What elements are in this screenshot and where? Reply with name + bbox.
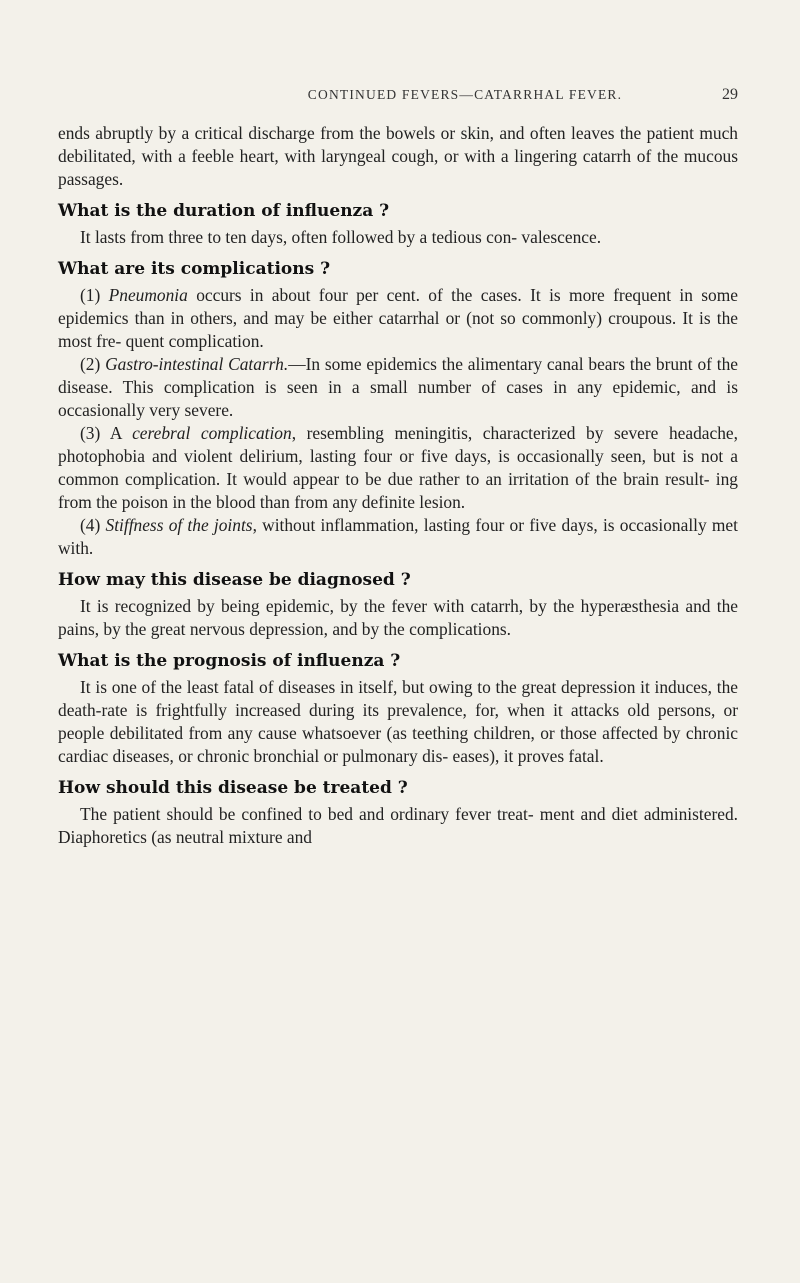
complication-1-text: occurs in about four per cent. of the cases. It is more frequent in some epidemics than in others, and may be either catarrhal or (not so commonly) croupous. It is the most fre- quent complication. [58, 285, 738, 351]
page-number: 29 [722, 86, 738, 103]
page-body [58, 122, 738, 849]
question-treatment: How should this disease be treated ? [58, 778, 408, 798]
complication-2-term: Gastro-intestinal Catarrh. [105, 354, 289, 374]
answer-prognosis: It is one of the least fatal of diseases in itself, but owing to the great depression it induces, the death-rate is frightfully increased during its prevalence, for, when it attacks old persons, or people debilitated from any cause whatsoever (as teething children, or those affected by chronic cardiac diseases, or chronic bronchial or pulmonary dis- eases), it proves fatal. [58, 677, 738, 766]
running-title: CONTINUED FEVERS—CATARRHAL FEVER. [307, 87, 623, 102]
question-diagnosis: How may this disease be diagnosed ? [58, 570, 411, 590]
complication-3 [58, 422, 738, 514]
complication-3-number: (3) A [80, 423, 133, 443]
question-complications: What are its complications ? [58, 259, 331, 279]
running-head [58, 86, 738, 104]
complication-1-number: (1) [80, 285, 109, 305]
complication-1 [58, 284, 738, 353]
answer-diagnosis: It is recognized by being epidemic, by the fever with catarrh, by the hyperæsthesia and the pains, by the great nervous depression, and by the complications. [58, 596, 738, 639]
complication-4-text: , without inflammation, lasting four or five days, is occasionally met with. [58, 515, 738, 558]
complication-3-term: cerebral complication [132, 423, 292, 443]
complication-4 [58, 514, 738, 560]
opening-paragraph: ends abruptly by a critical discharge from the bowels or skin, and often leaves the patient much debilitated, with a feeble heart, with laryngeal cough, or with a lingering catarrh of the mucous passages. [58, 123, 738, 189]
complication-4-term: Stiffness of the joints [105, 515, 253, 535]
question-prognosis: What is the prognosis of influenza ? [58, 651, 401, 671]
complication-2-number: (2) [80, 354, 106, 374]
answer-duration: It lasts from three to ten days, often followed by a tedious con- valescence. [80, 227, 602, 247]
question-duration: What is the duration of influenza ? [58, 201, 390, 221]
complication-1-term: Pneumonia [108, 285, 188, 305]
answer-treatment: The patient should be confined to bed and ordinary fever treat- ment and diet administered. Diaphoretics (as neutral mixture and [58, 804, 738, 847]
complication-4-number: (4) [80, 515, 106, 535]
complication-2 [58, 353, 738, 422]
complication-3-text: , resembling meningitis, characterized by severe headache, photophobia and violent delirium, lasting four or five days, is occasionally seen, but is not a common complication. It would appear to be due rather to an irritation of the brain result- ing from the poison in the blood than from any definite lesion. [58, 423, 738, 512]
complication-2-text: —In some epidemics the alimentary canal bears the brunt of the disease. This complication is seen in a small number of cases in any epidemic, and is occasionally very severe. [58, 354, 738, 420]
